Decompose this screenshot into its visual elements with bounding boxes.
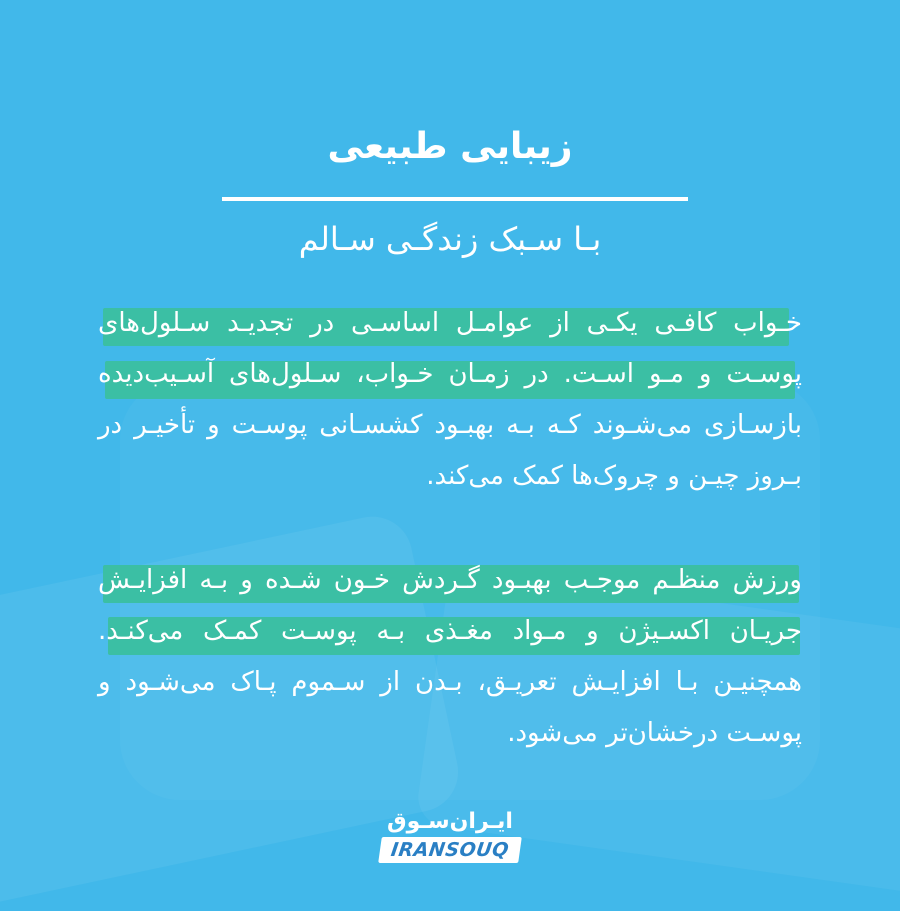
logo-persian-text: ایـران‌سـوق [387, 809, 513, 834]
logo-latin-text: IRANSOUQ [378, 837, 522, 863]
title-divider [222, 197, 688, 201]
brand-logo [380, 808, 520, 864]
paragraph-sleep: خـواب کافـی یکـی از عوامـل اساسـی در تجدیـد سـلول‌های پوسـت و مـو اسـت. در زمـان خـواب، سـلول‌های آسـیب‌دیده بازسـازی می‌شـوند کـه بـه بهبـود کشسـانی پوسـت و تأخیـر در بـروز چیـن و چروک‌ها کمک می‌کند. [98, 308, 802, 491]
post-title: زیبایی طبیعی [327, 126, 573, 167]
paragraph-exercise: ورزش منظـم موجـب بهبـود گـردش خـون شـده و بـه افزایـش جریـان اکسـیژن و مـواد مغـذی بـه پوسـت کمـک می‌کنـد. همچنیـن بـا افزایـش تعریـق، بـدن از سـموم پـاک می‌شـود و پوسـت درخشان‌تر می‌شود. [98, 565, 802, 748]
post-subtitle: بـا سـبک زندگـی سـالم [298, 220, 602, 258]
